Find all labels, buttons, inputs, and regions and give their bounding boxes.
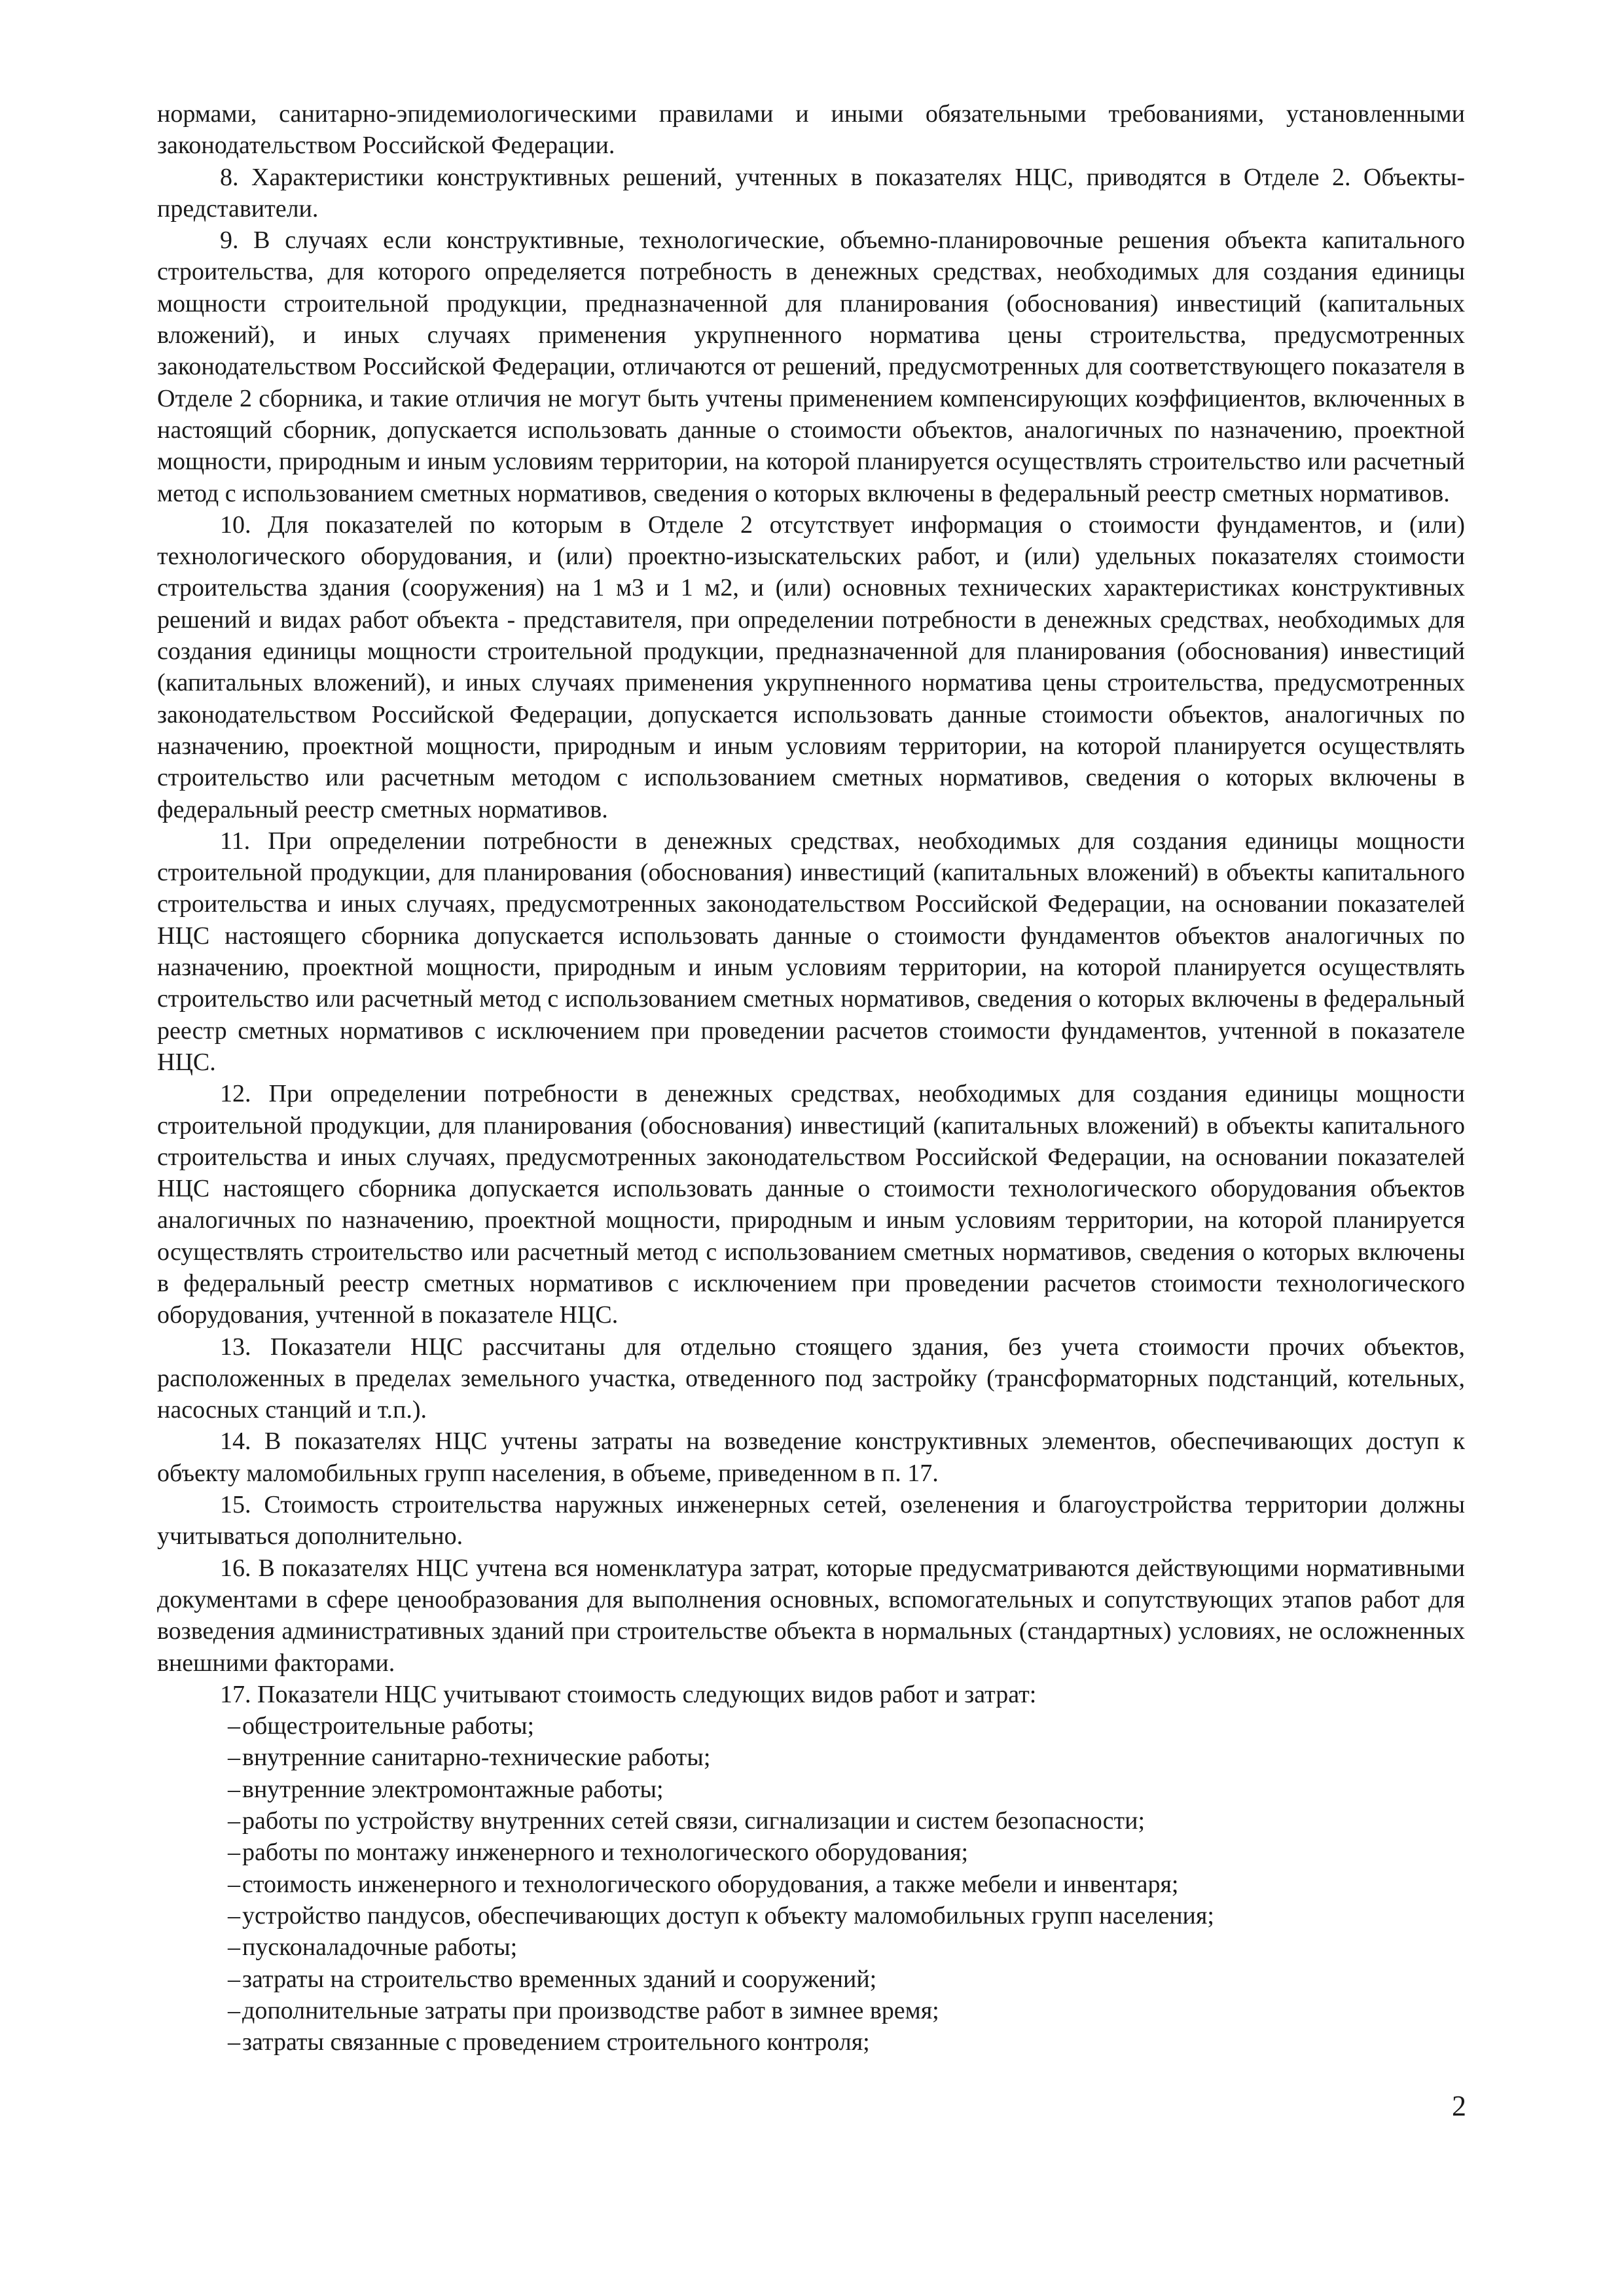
list-item-text: внутренние электромонтажные работы; — [242, 1775, 664, 1803]
list-item — [157, 1900, 1465, 1931]
dash-marker: – — [228, 1901, 240, 1929]
paragraph-16: 16. В показателях НЦС учтена вся номенклатура затрат, которые предусматриваются действующими нормативными документами в сфере ценообразования для выполнения основных, вспомогательных и сопутствующих этапов работ для возведения административных зданий при строительстве объекта в нормальных (стандартных) условиях, не осложненных внешними факторами. — [157, 1554, 1465, 1677]
dash-marker: – — [228, 1839, 240, 1867]
paragraph-11: 11. При определении потребности в денежных средствах, необходимых для создания единицы мощности строительной продукции, для планирования (обоснования) инвестиций (капитальных вложений) в объекты капитального строительства и иных случаях, предусмотренных законодательством Российской Федерации, на основании показателей НЦС настоящего сборника допускается использовать данные о стоимости фундаментов объектов аналогичных по назначению, проектной мощности, природным и иным условиям территории, на которой планируется осуществлять строительство или расчетный метод с использованием сметных нормативов, сведения о которых включены в федеральный реестр сметных нормативов с исключением при проведении расчетов стоимости фундаментов, учтенной в показателе НЦС. — [157, 827, 1465, 1076]
dash-marker: – — [228, 1807, 240, 1835]
dash-marker: – — [228, 1775, 240, 1803]
dash-marker: – — [228, 1712, 240, 1740]
dash-marker: – — [228, 2028, 240, 2056]
dash-marker: – — [228, 1996, 240, 2024]
list-item — [157, 1710, 1465, 1742]
paragraph-10: 10. Для показателей по которым в Отделе 2 отсутствует информация о стоимости фундаментов, и (или) технологического оборудования, и (или) проектно-изыскательских работ, и (или) удельных показателях стоимости строительства здания (сооружения) на 1 м3 и 1 м2, и (или) основных технических характеристиках конструктивных решений и видах работ объекта - представителя, при определении потребности в денежных средствах, необходимых для создания единицы мощности строительной продукции, предназначенной для планирования (обоснования) инвестиций (капитальных вложений), и иных случаях применения укрупненного норматива цены строительства, предусмотренных законодательством Российской Федерации, допускается использовать данные стоимости объектов, аналогичных по назначению, проектной мощности, природным и иным условиям территории, на которой планируется осуществлять строительство или расчетным методом с использованием сметных нормативов, сведения о которых включены в федеральный реестр сметных нормативов. — [157, 511, 1465, 823]
dash-marker: – — [228, 1965, 240, 1993]
paragraph-8: 8. Характеристики конструктивных решений, учтенных в показателях НЦС, приводятся в Отделе 2. Объекты-представители. — [157, 163, 1465, 223]
list-item — [157, 1837, 1465, 1868]
dash-marker: – — [228, 1870, 240, 1898]
list-item-text: стоимость инженерного и технологического оборудования, а также мебели и инвентаря; — [242, 1870, 1179, 1898]
list-item-text: общестроительные работы; — [242, 1712, 535, 1740]
list-item-text: внутренние санитарно-технические работы; — [242, 1744, 711, 1772]
list-item-text: затраты на строительство временных зданий и сооружений; — [242, 1965, 877, 1993]
paragraph-14: 14. В показателях НЦС учтены затраты на возведение конструктивных элементов, обеспечивающих доступ к объекту маломобильных групп населения, в объеме, приведенном в п. 17. — [157, 1427, 1465, 1487]
list-item — [157, 2026, 1465, 2058]
list-item — [157, 1805, 1465, 1837]
list-item — [157, 1742, 1465, 1773]
list-item-text: пусконаладочные работы; — [242, 1933, 518, 1962]
list-item — [157, 1995, 1465, 2026]
list-item — [157, 1774, 1465, 1805]
list-item-text: устройство пандусов, обеспечивающих доступ к объекту маломобильных групп населения; — [242, 1901, 1214, 1929]
continuation-paragraph: нормами, санитарно-эпидемиологическими правилами и иными обязательными требованиями, установленными законодательством Российской Федерации. — [157, 100, 1465, 160]
paragraph-13: 13. Показатели НЦС рассчитаны для отдельно стоящего здания, без учета стоимости прочих объектов, расположенных в пределах земельного участка, отведенного под застройку (трансформаторных подстанций, котельных, насосных станций и т.п.). — [157, 1333, 1465, 1424]
paragraph-9: 9. В случаях если конструктивные, технологические, объемно-планировочные решения объекта капитального строительства, для которого определяется потребность в денежных средствах, необходимых для создания единицы мощности строительной продукции, предназначенной для планирования (обоснования) инвестиций (капитальных вложений), и иных случаях применения укрупненного норматива цены строительства, предусмотренных законодательством Российской Федерации, отличаются от решений, предусмотренных для соответствующего показателя в Отделе 2 сборника, и такие отличия не могут быть учтены применением компенсирующих коэффициентов, включенных в настоящий сборник, допускается использовать данные о стоимости объектов, аналогичных по назначению, проектной мощности, природным и иным условиям территории, на которой планируется осуществлять строительство или расчетный метод с использованием сметных нормативов, сведения о которых включены в федеральный реестр сметных нормативов. — [157, 226, 1465, 507]
list-item — [157, 1869, 1465, 1900]
list-item — [157, 1931, 1465, 1963]
list-item-text: дополнительные затраты при производстве работ в зимнее время; — [242, 1996, 939, 2024]
paragraph-15: 15. Стоимость строительства наружных инженерных сетей, озеленения и благоустройства территории должны учитываться дополнительно. — [157, 1491, 1465, 1551]
list-item-text: работы по монтажу инженерного и технологического оборудования; — [242, 1839, 968, 1867]
list-item-text: работы по устройству внутренних сетей связи, сигнализации и систем безопасности; — [242, 1807, 1146, 1835]
list-item-text: затраты связанные с проведением строительного контроля; — [242, 2028, 870, 2056]
list-item — [157, 1964, 1465, 1995]
dash-marker: – — [228, 1933, 240, 1962]
paragraph-17-intro: 17. Показатели НЦС учитывают стоимость следующих видов работ и затрат: — [220, 1680, 1037, 1708]
document-body — [157, 98, 1465, 2058]
dash-marker: – — [228, 1744, 240, 1772]
cost-items-list — [157, 1710, 1465, 2058]
page-number: 2 — [1452, 2090, 1466, 2122]
paragraph-12: 12. При определении потребности в денежных средствах, необходимых для создания единицы мощности строительной продукции, для планирования (обоснования) инвестиций (капитальных вложений) в объекты капитального строительства и иных случаях, предусмотренных законодательством Российской Федерации, на основании показателей НЦС настоящего сборника допускается использовать данные о стоимости технологического оборудования объектов аналогичных по назначению, проектной мощности, природным и иным условиям территории, на которой планируется осуществлять строительство или расчетный метод с использованием сметных нормативов, сведения о которых включены в федеральный реестр сметных нормативов с исключением при проведении расчетов стоимости технологического оборудования, учтенной в показателе НЦС. — [157, 1080, 1465, 1329]
